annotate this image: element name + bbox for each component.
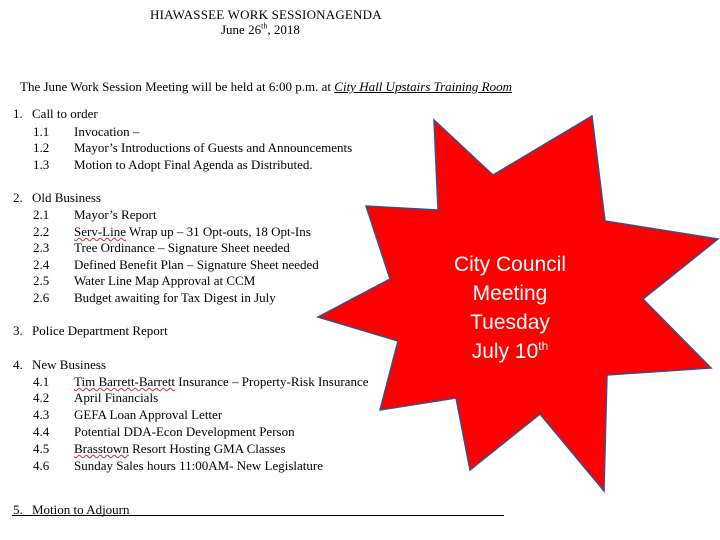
starburst-line-1: City Council xyxy=(453,253,567,276)
starburst-line-3: Tuesday xyxy=(470,311,550,334)
meeting-intro: The June Work Session Meeting will be held at 6:00 p.m. at City Hall Upstairs Training Room xyxy=(20,79,512,94)
agenda-title: HIAWASSEE WORK SESSIONAGENDA xyxy=(150,7,382,22)
starburst-line-2: Meeting xyxy=(472,282,548,305)
meeting-location: City Hall Upstairs Training Room xyxy=(334,79,512,94)
starburst-text xyxy=(420,250,600,366)
starburst-line-4: July 10th xyxy=(471,339,549,363)
agenda-date: June 26th, 2018 xyxy=(221,21,300,37)
